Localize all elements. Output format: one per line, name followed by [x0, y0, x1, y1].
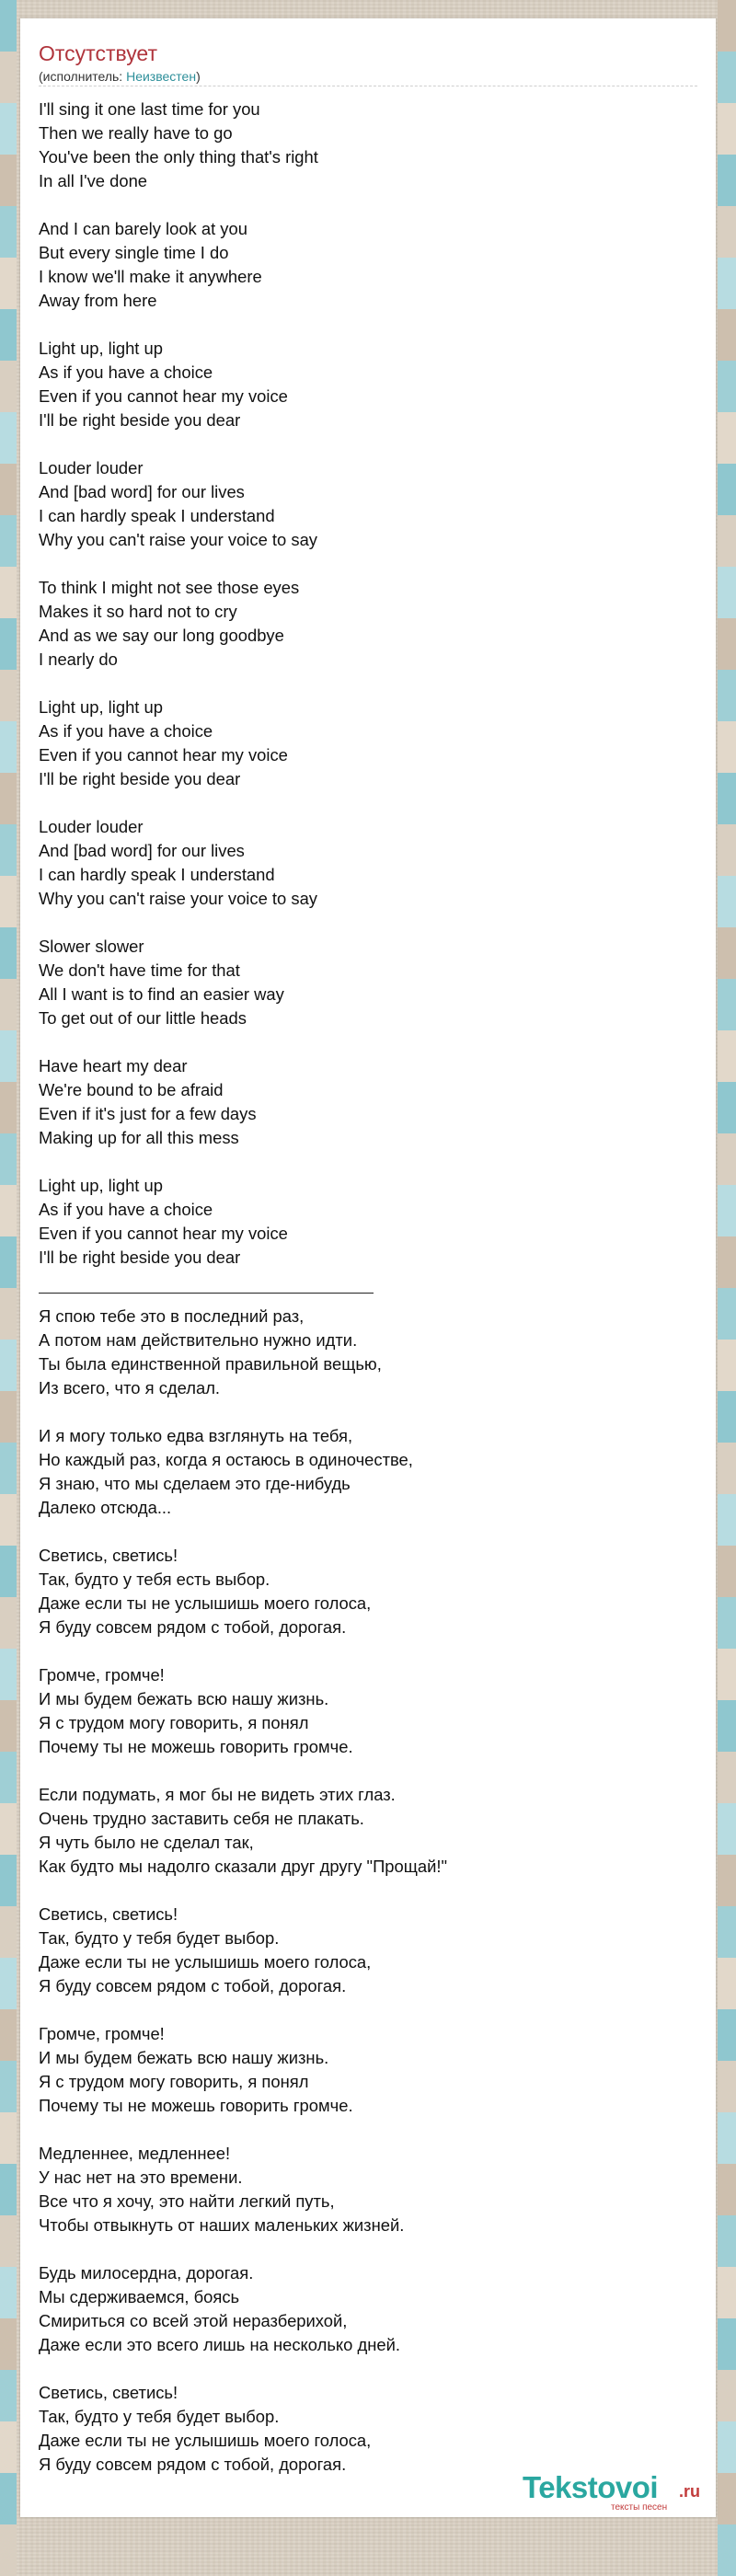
decor-stripe — [718, 361, 736, 412]
decor-stripe — [718, 1185, 736, 1236]
lyric-line: Я знаю, что мы сделаем это где-нибудь — [39, 1474, 351, 1493]
translation-separator — [39, 1270, 374, 1294]
lyric-line: I know we'll make it anywhere — [39, 267, 262, 286]
stanza-gap — [39, 1400, 701, 1424]
lyric-line: Light up, light up — [39, 1176, 163, 1195]
lyric-line: Have heart my dear — [39, 1056, 188, 1075]
decor-stripe — [718, 515, 736, 567]
artist-suffix: ) — [196, 69, 201, 84]
lyric-line: Светись, светись! — [39, 1904, 178, 1924]
decor-stripe — [718, 670, 736, 721]
artist-line — [39, 68, 201, 85]
lyric-line: Я спою тебе это в последний раз, — [39, 1306, 305, 1326]
lyric-line: I can hardly speak I understand — [39, 506, 275, 525]
lyric-line: Makes it so hard not to cry — [39, 602, 237, 621]
decor-stripe — [718, 2318, 736, 2370]
lyric-line: In all I've done — [39, 171, 148, 190]
lyric-line: Светись, светись! — [39, 2383, 178, 2402]
lyric-line: Я буду совсем рядом с тобой, дорогая. — [39, 1617, 347, 1637]
lyric-line: All I want is to find an easier way — [39, 984, 284, 1004]
lyric-line: I'll be right beside you dear — [39, 1248, 241, 1267]
decor-stripe — [718, 1340, 736, 1391]
decor-stripe — [0, 1443, 17, 1494]
lyric-line: Так, будто у тебя будет выбор. — [39, 2407, 280, 2426]
decor-stripe — [0, 567, 17, 618]
decor-stripe — [0, 1752, 17, 1803]
lyric-line: Slower slower — [39, 937, 144, 956]
lyric-line: Так, будто у тебя есть выбор. — [39, 1570, 270, 1589]
decor-stripe — [0, 1958, 17, 2009]
decor-stripe — [718, 979, 736, 1030]
lyric-line: Чтобы отвыкнуть от наших маленьких жизней. — [39, 2215, 405, 2235]
lyric-line: Даже если ты не услышишь моего голоса, — [39, 1593, 372, 1613]
decor-stripe — [718, 2061, 736, 2112]
lyric-line: У нас нет на это времени. — [39, 2168, 243, 2187]
lyric-line: Даже если ты не услышишь моего голоса, — [39, 2431, 372, 2450]
decor-stripe — [718, 52, 736, 103]
decor-stripe — [0, 1855, 17, 1906]
decor-stripe — [0, 927, 17, 979]
lyric-line: Even if it's just for a few days — [39, 1104, 257, 1123]
decor-stripe — [718, 1288, 736, 1340]
decor-stripe — [0, 670, 17, 721]
lyric-line: And as we say our long goodbye — [39, 626, 284, 645]
decor-stripe — [0, 824, 17, 876]
lyric-line: Я с трудом могу говорить, я понял — [39, 1713, 309, 1732]
decor-stripe — [718, 1236, 736, 1288]
lyric-line: Все что я хочу, это найти легкий путь, — [39, 2191, 335, 2211]
artist-prefix: (исполнитель: — [39, 69, 127, 84]
decor-stripe — [718, 206, 736, 258]
stanza-gap — [39, 911, 701, 935]
lyric-line: Смириться со всей этой неразберихой, — [39, 2311, 348, 2330]
lyric-line: Why you can't raise your voice to say — [39, 889, 317, 908]
lyric-line: We're bound to be afraid — [39, 1080, 224, 1099]
logo-domain: .ru — [679, 2482, 701, 2501]
lyric-line: Если подумать, я мог бы не видеть этих глаз. — [39, 1785, 396, 1804]
lyric-line: Медленнее, медленнее! — [39, 2144, 231, 2163]
decor-stripe — [0, 1700, 17, 1752]
decor-stripe — [0, 361, 17, 412]
artist-link[interactable]: Неизвестен — [126, 69, 197, 84]
decor-stripe — [0, 103, 17, 155]
decor-stripe — [718, 1958, 736, 2009]
decor-stripe — [0, 1340, 17, 1391]
lyric-line: Why you can't raise your voice to say — [39, 530, 317, 549]
lyric-line: Даже если ты не услышишь моего голоса, — [39, 1952, 372, 1972]
lyric-line: Louder louder — [39, 817, 144, 836]
stanza-gap — [39, 2118, 701, 2142]
lyric-line: Даже если это всего лишь на несколько дней. — [39, 2335, 401, 2354]
decor-stripe — [718, 2473, 736, 2524]
decor-stripe — [718, 0, 736, 52]
decor-stripe — [0, 155, 17, 206]
decor-stripe — [718, 1443, 736, 1494]
stanza-gap — [39, 552, 701, 576]
decor-stripe — [0, 1236, 17, 1288]
decor-stripe — [0, 979, 17, 1030]
decor-stripe — [0, 876, 17, 927]
decor-stripe — [718, 2370, 736, 2421]
decor-stripe — [0, 1906, 17, 1958]
decor-stripe — [718, 2009, 736, 2061]
lyric-line: Почему ты не можешь говорить громче. — [39, 2096, 353, 2115]
lyric-line: Будь милосердна, дорогая. — [39, 2263, 254, 2283]
lyric-line: Светись, светись! — [39, 1546, 178, 1565]
decor-stripe — [718, 824, 736, 876]
lyric-line: Я чуть было не сделал так, — [39, 1833, 254, 1852]
lyric-line: Я с трудом могу говорить, я понял — [39, 2072, 309, 2091]
stanza-gap — [39, 2237, 701, 2261]
lyrics-card — [20, 18, 716, 2517]
decor-stripe — [718, 1133, 736, 1185]
decor-stripe — [718, 2421, 736, 2473]
lyric-line: I nearly do — [39, 650, 118, 669]
decor-stripe — [718, 2164, 736, 2215]
lyric-line: And I can barely look at you — [39, 219, 247, 238]
decor-stripe — [0, 2061, 17, 2112]
lyric-line: As if you have a choice — [39, 1200, 213, 1219]
lyric-line: To get out of our little heads — [39, 1008, 247, 1028]
decor-stripe — [0, 0, 17, 52]
decor-stripe — [718, 773, 736, 824]
lyric-line: Из всего, что я сделал. — [39, 1378, 221, 1397]
logo-text: Tekstovoi — [523, 2470, 659, 2504]
decor-stripe — [718, 2267, 736, 2318]
decor-stripe — [718, 567, 736, 618]
lyric-line: As if you have a choice — [39, 362, 213, 382]
stanza-gap — [39, 313, 701, 337]
stanza-gap — [39, 672, 701, 696]
stanza-gap — [39, 791, 701, 815]
lyric-line: И мы будем бежать всю нашу жизнь. — [39, 2048, 329, 2067]
decor-stripe — [718, 464, 736, 515]
decor-stripe — [718, 1391, 736, 1443]
decor-stripe — [718, 1082, 736, 1133]
lyric-line: I can hardly speak I understand — [39, 865, 275, 884]
lyric-line: Away from here — [39, 291, 157, 310]
decor-stripe — [718, 876, 736, 927]
lyric-line: И я могу только едва взглянуть на тебя, — [39, 1426, 353, 1445]
decor-stripe — [0, 1133, 17, 1185]
lyric-line: Мы сдерживаемся, боясь — [39, 2287, 240, 2306]
decor-stripe — [718, 1752, 736, 1803]
decor-stripe — [718, 1030, 736, 1082]
lyric-line: Then we really have to go — [39, 123, 233, 143]
decor-stripe — [0, 52, 17, 103]
decor-stripe — [718, 1700, 736, 1752]
decor-stripe — [0, 721, 17, 773]
decor-stripe — [0, 2524, 17, 2576]
stanza-gap — [39, 1998, 701, 2022]
decor-stripe — [0, 618, 17, 670]
decor-stripe — [0, 206, 17, 258]
lyric-line: And [bad word] for our lives — [39, 482, 245, 501]
decor-stripe — [718, 1597, 736, 1649]
decor-stripe — [0, 1803, 17, 1855]
stanza-gap — [39, 1150, 701, 1174]
decor-stripe — [0, 309, 17, 361]
lyric-line: Light up, light up — [39, 697, 163, 717]
song-title: Отсутствует — [39, 41, 157, 65]
decor-stripe — [718, 1906, 736, 1958]
lyric-line: And [bad word] for our lives — [39, 841, 245, 860]
decor-stripe — [0, 412, 17, 464]
lyric-line: Я буду совсем рядом с тобой, дорогая. — [39, 1976, 347, 1995]
decor-stripe — [718, 618, 736, 670]
decor-stripe — [0, 2370, 17, 2421]
lyric-line: I'll be right beside you dear — [39, 769, 241, 788]
decor-stripe — [0, 1649, 17, 1700]
lyric-line: Light up, light up — [39, 339, 163, 358]
lyric-line: But every single time I do — [39, 243, 229, 262]
lyric-line: Как будто мы надолго сказали друг другу "Прощай!" — [39, 1857, 448, 1876]
decor-stripe — [718, 2215, 736, 2267]
decor-stripe — [0, 2421, 17, 2473]
lyric-line: Так, будто у тебя будет выбор. — [39, 1928, 280, 1948]
decor-stripe — [0, 2009, 17, 2061]
lyric-line: Почему ты не можешь говорить громче. — [39, 1737, 353, 1756]
lyric-line: Я буду совсем рядом с тобой, дорогая. — [39, 2455, 347, 2474]
lyric-line: We don't have time for that — [39, 960, 240, 980]
right-decor-stripes — [718, 0, 736, 2536]
lyric-line: Далеко отсюда... — [39, 1498, 172, 1517]
decor-stripe — [718, 1855, 736, 1906]
lyric-line: I'll sing it one last time for you — [39, 99, 260, 119]
lyric-line: Making up for all this mess — [39, 1128, 239, 1147]
decor-stripe — [0, 2473, 17, 2524]
site-logo[interactable] — [523, 2471, 707, 2512]
lyric-line: Even if you cannot hear my voice — [39, 1224, 288, 1243]
stanza-gap — [39, 1639, 701, 1663]
lyric-line: Громче, громче! — [39, 1665, 165, 1685]
logo-tagline: тексты песен — [611, 2502, 668, 2513]
decor-stripe — [0, 1082, 17, 1133]
stanza-gap — [39, 1759, 701, 1783]
decor-stripe — [718, 1546, 736, 1597]
lyric-line: I'll be right beside you dear — [39, 410, 241, 430]
stanza-gap — [39, 432, 701, 456]
decor-stripe — [718, 1649, 736, 1700]
left-decor-stripes — [0, 0, 17, 2536]
decor-stripe — [0, 2164, 17, 2215]
decor-stripe — [718, 1803, 736, 1855]
decor-stripe — [718, 309, 736, 361]
lyric-line: Но каждый раз, когда я остаюсь в одиночестве, — [39, 1450, 413, 1469]
decor-stripe — [0, 2112, 17, 2164]
decor-stripe — [718, 155, 736, 206]
decor-stripe — [0, 1185, 17, 1236]
lyric-line: To think I might not see those eyes — [39, 578, 300, 597]
decor-stripe — [0, 1030, 17, 1082]
lyric-line: И мы будем бежать всю нашу жизнь. — [39, 1689, 329, 1708]
lyric-line: Even if you cannot hear my voice — [39, 386, 288, 406]
decor-stripe — [0, 1288, 17, 1340]
lyrics-translation — [39, 1305, 701, 2477]
decor-stripe — [718, 721, 736, 773]
decor-stripe — [0, 2215, 17, 2267]
decor-stripe — [0, 464, 17, 515]
stanza-gap — [39, 1520, 701, 1544]
lyric-line: You've been the only thing that's right — [39, 147, 318, 167]
lyric-line: Even if you cannot hear my voice — [39, 745, 288, 765]
decor-stripe — [718, 927, 736, 979]
decor-stripe — [718, 412, 736, 464]
decor-stripe — [718, 1494, 736, 1546]
lyrics-body — [39, 98, 701, 2477]
decor-stripe — [718, 103, 736, 155]
decor-stripe — [0, 1391, 17, 1443]
lyric-line: As if you have a choice — [39, 721, 213, 741]
decor-stripe — [718, 258, 736, 309]
stanza-gap — [39, 2357, 701, 2381]
lyric-line: Ты была единственной правильной вещью, — [39, 1354, 382, 1374]
lyric-line: Громче, громче! — [39, 2024, 165, 2043]
decor-stripe — [0, 258, 17, 309]
lyric-line: Louder louder — [39, 458, 144, 477]
decor-stripe — [0, 2267, 17, 2318]
decor-stripe — [0, 2318, 17, 2370]
stanza-gap — [39, 193, 701, 217]
decor-stripe — [0, 1546, 17, 1597]
lyrics-original — [39, 98, 701, 1270]
decor-stripe — [0, 773, 17, 824]
lyric-line: А потом нам действительно нужно идти. — [39, 1330, 358, 1350]
stanza-gap — [39, 1879, 701, 1903]
decor-stripe — [0, 1494, 17, 1546]
stanza-gap — [39, 1030, 701, 1054]
lyric-line: Очень трудно заставить себя не плакать. — [39, 1809, 364, 1828]
decor-stripe — [0, 1597, 17, 1649]
decor-stripe — [0, 515, 17, 567]
decor-stripe — [718, 2524, 736, 2576]
decor-stripe — [718, 2112, 736, 2164]
